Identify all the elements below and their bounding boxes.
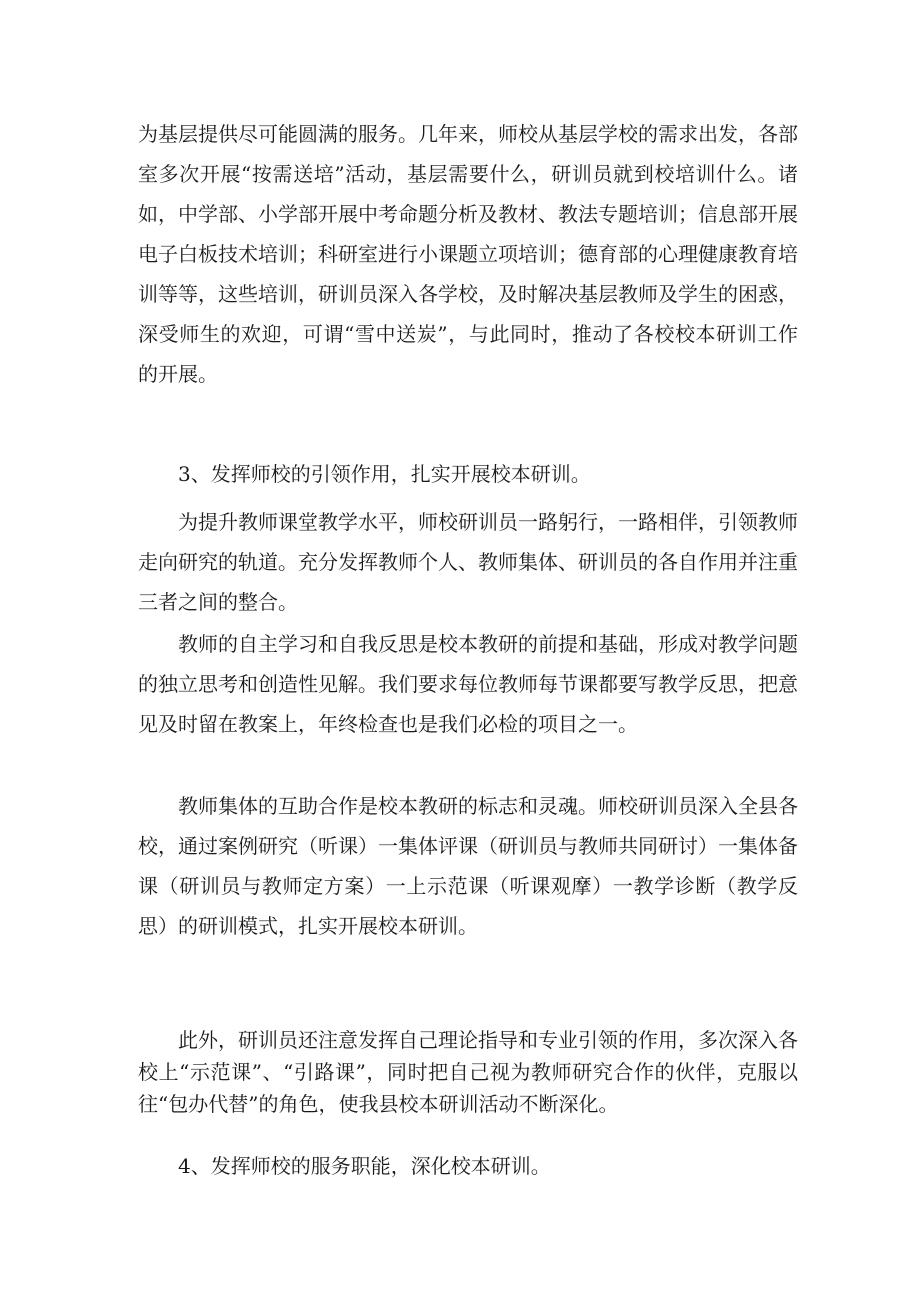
paragraph-expert-guidance: 此外，研训员还注意发挥自己理论指导和专业引领的作用，多次深入各校上“示范课”、“引路课”，同时把自己视为教师研究合作的伙伴，克服以往“包办代替”的角色，使我县校本研训活动不断深化。 bbox=[138, 1028, 798, 1116]
paragraph-collective-cooperation: 教师集体的互助合作是校本教研的标志和灵魂。师校研训员深入全县各校，通过案例研究（听课）一集体评课（研训员与教师共同研讨）一集体备课（研训员与教师定方案）一上示范课（听课观摩）一教学诊断（教学反思）的研训模式，扎实开展校本研训。 bbox=[138, 794, 798, 938]
section-heading-3: 3、发挥师校的引领作用，扎实开展校本研训。 bbox=[178, 462, 591, 486]
paragraph-self-reflection: 教师的自主学习和自我反思是校本教研的前提和基础，形成对教学问题的独立思考和创造性见解。我们要求每位教师每节课都要写教学反思，把意见及时留在教案上，年终检查也是我们必检的项目之一。 bbox=[138, 632, 798, 736]
section-heading-4: 4、发挥师校的服务职能，深化校本研训。 bbox=[178, 1154, 551, 1178]
paragraph-teaching-level: 为提升教师课堂教学水平，师校研训员一路躬行，一路相伴，引领教师走向研究的轨道。充分发挥教师个人、教师集体、研训员的各自作用并注重三者之间的整合。 bbox=[138, 510, 798, 614]
paragraph-service-training: 为基层提供尽可能圆满的服务。几年来，师校从基层学校的需求出发，各部室多次开展“按需送培”活动，基层需要什么，研训员就到校培训什么。诸如，中学部、小学部开展中考命题分析及教材、教法专题培训；信息部开展电子白板技术培训；科研室进行小课题立项培训；德育部的心理健康教育培训等等，这些培训，研训员深入各学校，及时解决基层教师及学生的困惑，深受师生的欢迎，可谓“雪中送炭”，与此同时，推动了各校校本研训工作的开展。 bbox=[138, 122, 798, 386]
